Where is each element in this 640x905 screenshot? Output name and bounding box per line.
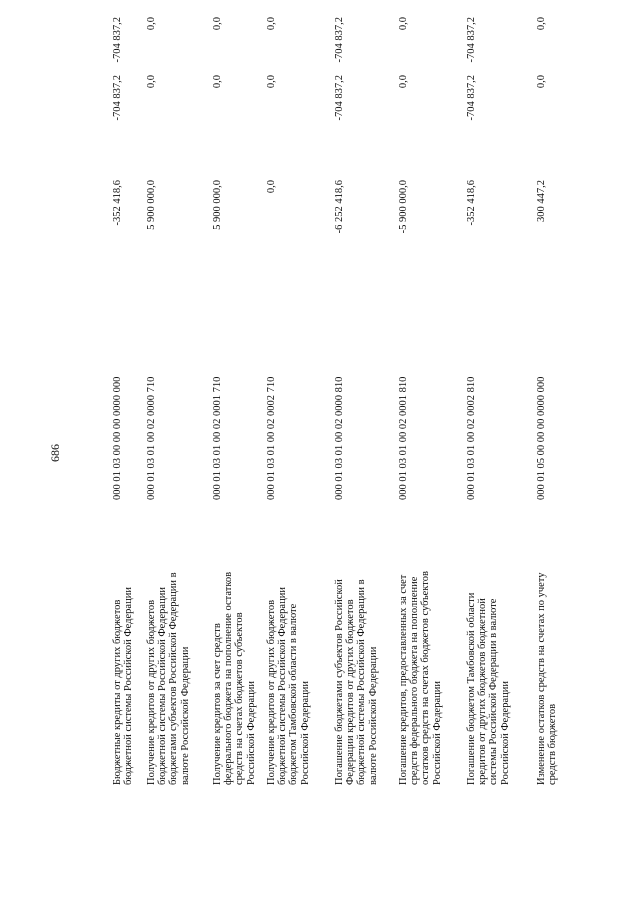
row-name: Изменение остатков средств на счетах по учету средств бюджетов bbox=[536, 572, 559, 785]
row-value-2: 0,0 bbox=[212, 75, 223, 89]
row-value-2: 0,0 bbox=[266, 75, 277, 89]
row-code: 000 01 03 01 00 02 0002 810 bbox=[466, 376, 477, 500]
row-code: 000 01 03 01 00 02 0000 810 bbox=[334, 376, 345, 500]
row-code: 000 01 03 01 00 02 0000 710 bbox=[146, 376, 157, 500]
row-name: Получение кредитов за счет средств федерального бюджета на пополнение остатков средств на счетах бюджетов субъектов Российской Федерации bbox=[212, 571, 257, 785]
row-value-3: 0,0 bbox=[536, 17, 547, 31]
row-value-2: -704 837,2 bbox=[466, 75, 477, 121]
row-name: Погашение бюджетами субъектов Российской Федерации кредитов от других бюджетов бюджетной системы Российской Федерации в валюте Российской Федерации bbox=[334, 579, 379, 785]
row-value-3: -704 837,2 bbox=[466, 17, 477, 63]
row-value-1: -352 418,6 bbox=[112, 180, 123, 226]
row-code: 000 01 05 00 00 00 0000 000 bbox=[536, 376, 547, 500]
row-value-2: 0,0 bbox=[146, 75, 157, 89]
row-name: Погашение бюджетом Тамбовской области кредитов от других бюджетов бюджетной системы Российской Федерации в валюте Российской Федерации bbox=[466, 592, 511, 785]
row-name: Погашение кредитов, предоставленных за счет средств федерального бюджета на пополнение остатков средств на счетах бюджетов субъектов Российской Федерации bbox=[398, 571, 443, 785]
row-code: 000 01 03 01 00 02 0001 810 bbox=[398, 376, 409, 500]
row-code: 000 01 03 01 00 02 0002 710 bbox=[266, 376, 277, 500]
row-value-1: 5 900 000,0 bbox=[212, 180, 223, 230]
row-value-2: -704 837,2 bbox=[112, 75, 123, 121]
row-value-3: 0,0 bbox=[212, 17, 223, 31]
page-number: 686 bbox=[48, 444, 62, 462]
row-value-1: -5 900 000,0 bbox=[398, 180, 409, 234]
row-value-2: -704 837,2 bbox=[334, 75, 345, 121]
row-value-3: 0,0 bbox=[266, 17, 277, 31]
row-value-3: 0,0 bbox=[146, 17, 157, 31]
row-value-2: 0,0 bbox=[398, 75, 409, 89]
row-value-1: 300 447,2 bbox=[536, 180, 547, 222]
row-value-3: -704 837,2 bbox=[334, 17, 345, 63]
row-value-1: -6 252 418,6 bbox=[334, 180, 345, 234]
row-value-3: 0,0 bbox=[398, 17, 409, 31]
row-value-1: 0,0 bbox=[266, 180, 277, 194]
row-value-3: -704 837,2 bbox=[112, 17, 123, 63]
row-name: Получение кредитов от других бюджетов бюджетной системы Российской Федерации бюджетами субъектов Российской Федерации в валюте Российской Федерации bbox=[146, 572, 191, 785]
row-value-2: 0,0 bbox=[536, 75, 547, 89]
row-value-1: 5 900 000,0 bbox=[146, 180, 157, 230]
row-name: Бюджетные кредиты от других бюджетов бюджетной системы Российской Федерации bbox=[112, 587, 135, 785]
row-code: 000 01 03 00 00 00 0000 000 bbox=[112, 376, 123, 500]
row-name: Получение кредитов от других бюджетов бюджетной системы Российской Федерации бюджетом Тамбовской области в валюте Российской Федерации bbox=[266, 587, 311, 785]
row-value-1: -352 418,6 bbox=[466, 180, 477, 226]
row-code: 000 01 03 01 00 02 0001 710 bbox=[212, 376, 223, 500]
